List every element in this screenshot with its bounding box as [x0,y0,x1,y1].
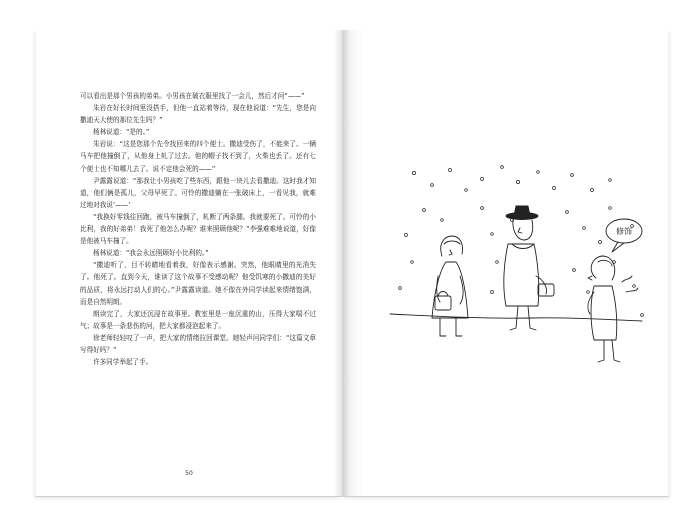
bubble-text: 修饰 [616,227,632,236]
paragraph: 朱岩说：“这是您那个先令找回来的四个便士。撒迪受伤了，不能来了。一辆马车把他撞倒了，从他身上轧了过去。他的帽子找不到了，火柴也丢了。还有七个便士也不知哪儿去了。说不定他会死的——” [80,140,316,173]
left-page [36,30,342,497]
page-text [80,90,316,368]
woman-figure [432,236,468,336]
gutter-shadow-left [334,30,342,496]
paragraph: 朗读完了，大家还沉浸在故事里。教室里是一座沉重的山，压得大家喘不过气；故事是一条悲伤的河，把大家都浸泡起来了。 [80,309,316,330]
right-page [342,30,668,497]
snow-scene-illustration [342,30,668,496]
paragraph: 徐老师轻轻叹了一声，把大家的情绪拉回课堂。她轻声问同学们：“这篇文章写得好吗？” [80,333,316,354]
paragraph: 许多同学举起了手。 [93,358,153,367]
boy-figure [588,256,638,362]
paragraph: 朱岩在好长时间里没搭手，但他一直站着等待，现在他说道：“先生，您是向撒迪天大使的那位先生吗？” [80,104,316,125]
book-spread [36,30,668,496]
paragraph: “我换好零钱往回跑，被马车撞倒了，轧断了两条腿。我就要死了。可怜的小比利，我的好弟弟！我死了他怎么办呢？谁来照顾他呢？”李强难难地说道，好像是他被马车撞了。 [80,212,316,246]
ground-line [390,314,642,321]
paragraph: 可以看出是那个男孩的弟弟。小男孩在破衣服里找了一会儿，然后才问“——” [80,92,305,100]
paragraph: “撒迪听了，目不转睛地看着我，好像表示感谢。突然，他眼睛里的光消失了。他死了。直到今天，谁读了这个故事不受感动呢？他受饥寒的小撒迪的美好的品质，将永远打动人们的心。”尹露露读道。她不像在外同学读起来情绪饱满，而是自然明朗。 [80,261,316,306]
man-figure [504,206,554,330]
paragraph: 杨林说道：“我会永远照顾好小比利的。” [93,249,209,258]
page-number: 50 [185,470,193,477]
paragraph: 杨林说道：“是的。” [93,128,150,137]
paragraph: 尹露露说道：“那我让小男孩吃了些东西，跟他一块儿去看撒迪。这时我才知道，他们俩是孤儿，父母早死了。可怜的撒迪躺在一张破床上，一看见我，就难过地对我说‘——’ [80,176,316,209]
